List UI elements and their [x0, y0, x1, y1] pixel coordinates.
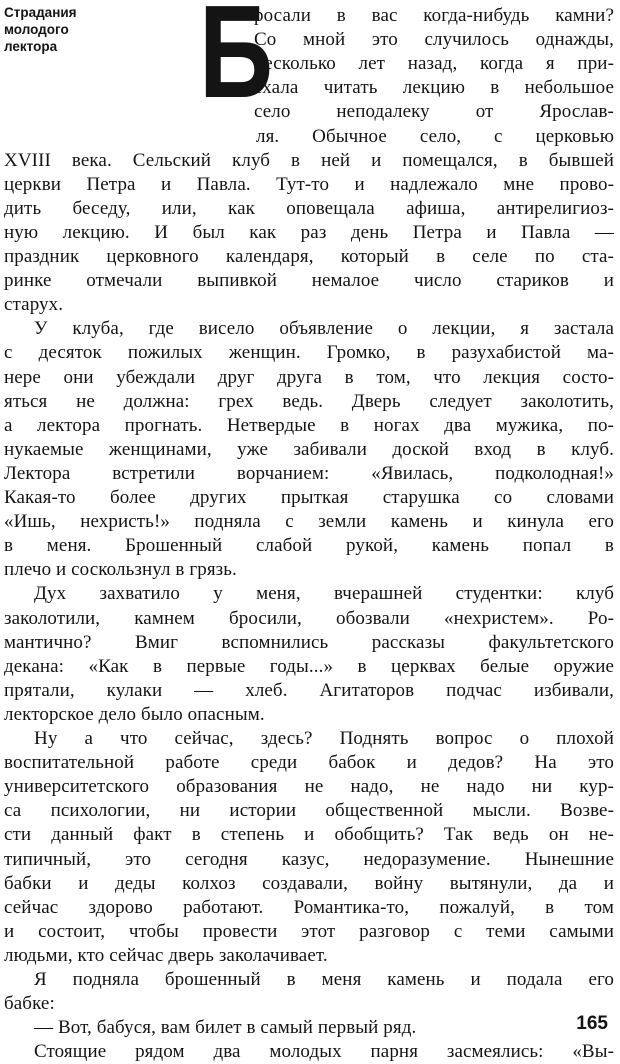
text-line: «Ишь, нехристь!» подняла с земли камень и кинула его — [4, 511, 614, 533]
text-line: Дух захватило у меня, вчерашней студентки: клуб — [34, 583, 614, 605]
text-line: ринке отмечали выпивкой немалое число стариков и — [4, 270, 614, 292]
text-line: Я подняла брошенный в меня камень и подала его — [34, 969, 614, 990]
section-heading-line: лектора — [4, 39, 58, 54]
text-line: и состоит, чтобы провести этот разговор с теми самыми — [4, 920, 614, 942]
section-heading-line: Страдания — [4, 5, 77, 20]
text-line: нукаемые женщинами, уже забивали доской вход в клуб. — [4, 438, 614, 460]
text-line: яться не должна: грех ведь. Дверь следует заколотить, — [4, 390, 614, 412]
text-line: церкви Петра и Павла. Тут-то и надлежало мне прово- — [4, 173, 614, 195]
text-line: ехала читать лекцию в небольшое — [254, 77, 614, 99]
text-line: мантично? Вмиг вспомнились рассказы факультетского — [4, 631, 614, 653]
text-line: воспитательной работе среди бабок и дедов? На это — [4, 752, 614, 774]
text-line: университетского образования не надо, не надо ни кур- — [4, 776, 614, 798]
text-line: ля. Обычное село, с церковью — [256, 125, 614, 147]
text-line: типичный, это сегодня казус, недоразумение. Нынешние — [4, 848, 614, 870]
section-heading — [4, 4, 104, 55]
text-line: Ну а что сейчас, здесь? Поднять вопрос о плохой — [34, 728, 614, 749]
text-line: плечо и соскользнул в грязь. — [4, 559, 237, 581]
text-line: Со мной это случилось однажды, — [254, 29, 614, 51]
text-line: лекторское дело было опасным. — [4, 703, 265, 725]
text-line: а лектора прогнать. Нетвердые в ногах два мужика, по- — [4, 414, 614, 436]
text-line: са психологии, ни истории общественной мысли. Возве- — [4, 800, 614, 822]
drop-cap: Б — [199, 0, 274, 125]
section-heading-line: молодого — [4, 22, 69, 37]
text-line: бабки и деды колхоз создавали, войну вытянули, да и — [4, 872, 614, 894]
text-line: ную лекцию. И был как раз день Петра и Павла — — [4, 221, 614, 243]
text-line: нере они убеждали друг друга в том, что лекция состо- — [4, 366, 614, 388]
text-line: декана: «Как в первые годы...» в церквах белые оружие — [4, 655, 614, 677]
page-number: 165 — [576, 1013, 608, 1034]
text-line: дить беседу, или, как оповещала афиша, антирелигиоз- — [4, 197, 614, 219]
text-line: в меня. Брошенный слабой рукой, камень попал в — [4, 535, 614, 557]
text-line: несколько лет назад, когда я при- — [254, 53, 614, 75]
text-line: сейчас здорово работают. Романтика-то, пожалуй, в том — [4, 896, 614, 918]
text-line: праздник церковного календаря, который в селе по ста- — [4, 246, 614, 267]
text-line: людьми, кто сейчас дверь заколачивает. — [4, 944, 328, 966]
text-line: заколотили, камнем бросили, обозвали «нехристем». Ро- — [4, 607, 614, 629]
text-line: бабке: — [4, 993, 55, 1015]
text-line: с десяток пожилых женщин. Громко, в разухабистой ма- — [4, 342, 614, 364]
text-line: — Вот, бабуся, вам билет в самый первый ряд. — [34, 1017, 417, 1039]
text-line: Стоящие рядом два молодых парня засмеялись: «Вы- — [34, 1041, 614, 1063]
text-line: Какая-то более других прыткая старушка со словами — [4, 487, 614, 508]
text-line: старух. — [4, 294, 64, 316]
text-line: росали в вас когда-нибудь камни? — [254, 5, 614, 26]
text-line: село неподалеку от Ярослав- — [254, 101, 614, 123]
text-line: прятали, кулаки — хлеб. Агитаторов подчас избивали, — [4, 679, 614, 701]
text-line: XVIII века. Сельский клуб в ней и помещался, в бывшей — [4, 149, 614, 171]
text-line: Лектора встретили ворчанием: «Явилась, подколодная!» — [4, 462, 614, 484]
text-line: У клуба, где висело объявление о лекции, я застала — [34, 318, 614, 340]
text-line: сти данный факт в степень и обобщить? Так ведь он не- — [4, 824, 614, 846]
